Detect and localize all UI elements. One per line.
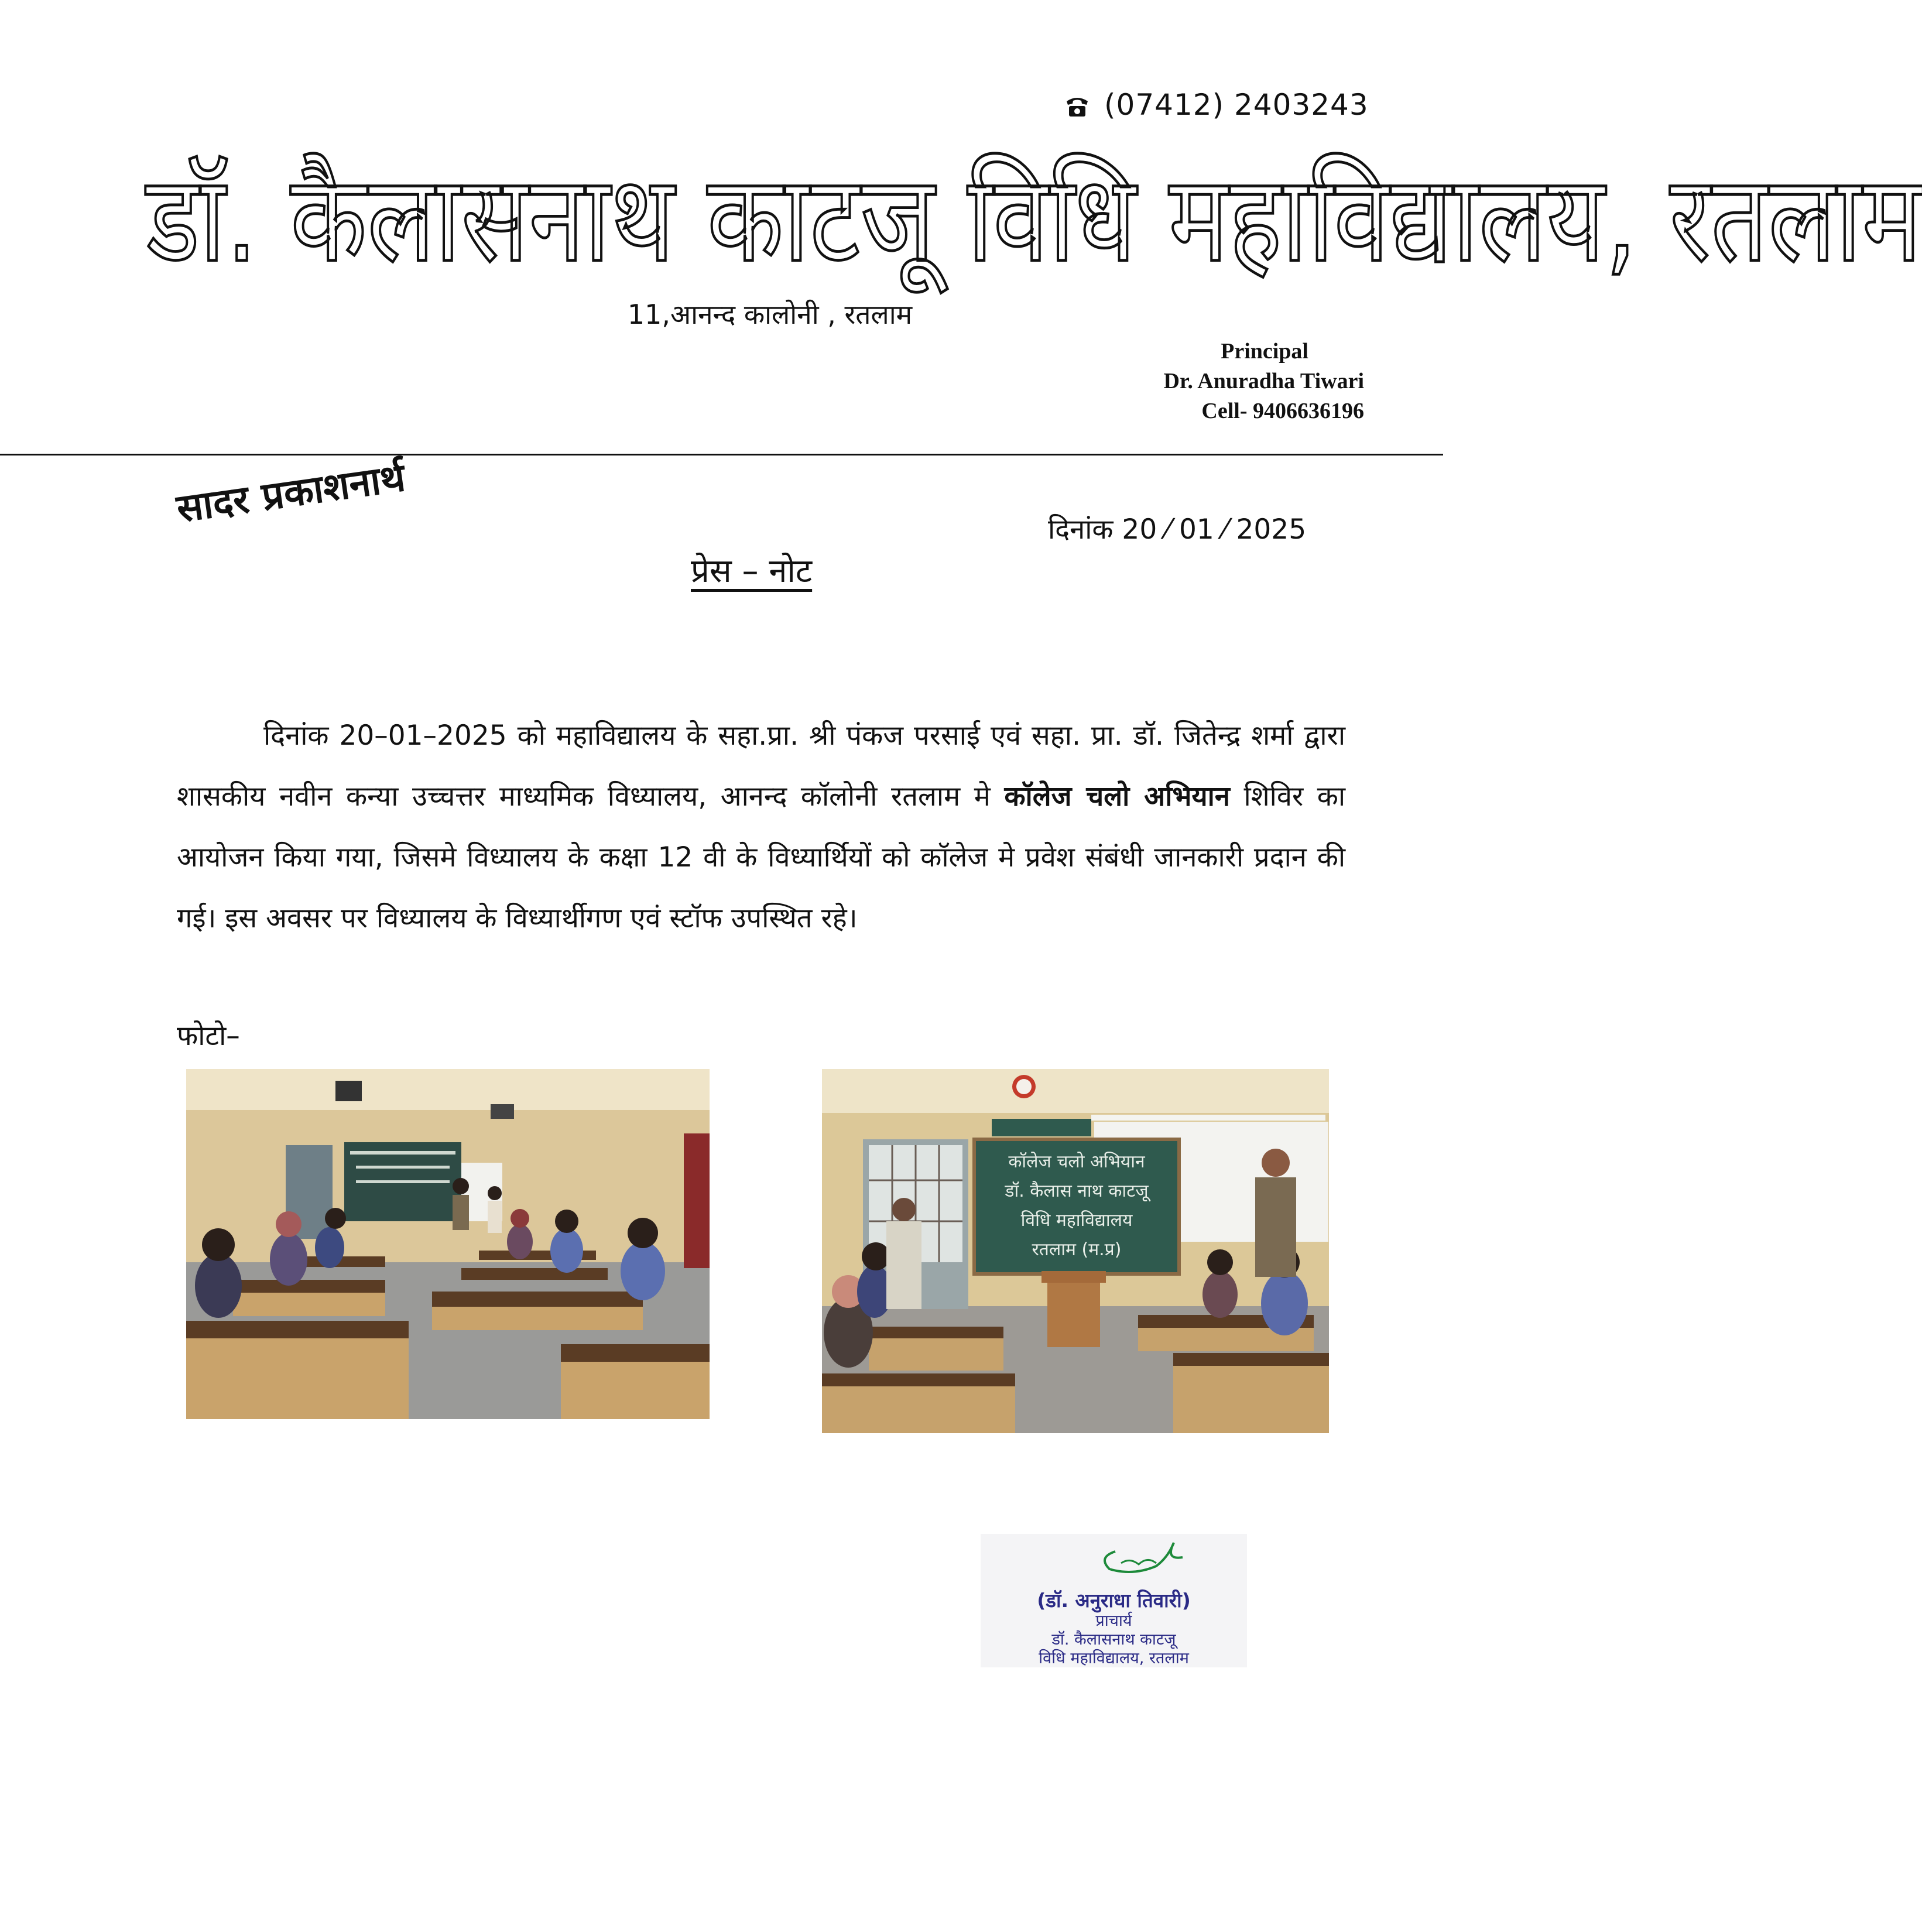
principal-cell: Cell- 9406636196 [1201,399,1364,423]
telephone-icon [1064,92,1090,118]
college-address: 11,आनन्द कालोनी , रतलाम [627,299,913,330]
classroom-photo-2 [822,1069,1329,1433]
chalkboard-line-1: कॉलेज चलो अभियान [1008,1152,1145,1172]
sadar-prakashanarth: सादर प्रकाशनार्थ [173,454,408,532]
seal-college-line-2: विधि महाविद्यालय, रतलाम [1039,1649,1189,1667]
photo-label: फोटो– [177,1020,240,1052]
seal-college-line-1: डॉ. कैलासनाथ काटजू [1051,1630,1176,1649]
header-divider [0,454,1443,455]
college-name-title: डॉ. कैलासनाथ काटजू विधि महाविद्यालय, रतलाम [146,150,1922,289]
principal-contact-block [1164,337,1364,426]
notice-date: दिनांक 20 ⁄ 01 ⁄ 2025 [1048,513,1307,546]
chalkboard-line-3: विधि महाविद्यालय [1020,1210,1133,1231]
principal-seal [981,1534,1247,1667]
press-note-body [177,705,1345,949]
phone-number [1064,88,1369,122]
seal-principal-name: (डॉ. अनुराधा तिवारी) [1037,1589,1191,1612]
principal-name: Dr. Anuradha Tiwari [1163,369,1364,393]
seal-designation: प्राचार्य [1095,1612,1132,1630]
body-text-part2: शिविर का आयोजन किया गया, जिसमे विध्यालय के कक्षा 12 वी के विध्यार्थियों को कॉलेज मे प्रवेश संबंधी जानकारी प्रदान की गई। इस अवसर पर विध्यालय के विध्यार्थीगण एवं स्टॉफ उपस्थित रहे। [177,780,1346,934]
classroom-photo-1 [186,1069,710,1419]
chalkboard-line-4: रतलाम (म.प्र) [1032,1239,1122,1260]
chalkboard-line-2: डॉ. कैलास नाथ काटजू [1005,1181,1149,1201]
principal-title: Principal [1221,339,1308,364]
phone-text: (07412) 2403243 [1104,88,1369,122]
body-text-part1: दिनांक 20–01–2025 को महाविद्यालय के सहा.प्रा. श्री पंकज परसाई एवं सहा. प्रा. डॉ. जितेन्द्र शर्मा द्वारा शासकीय नवीन कन्या उच्चत्तर माध्यमिक विध्यालय, आनन्द कॉलोनी रतलाम मे [177,720,1345,813]
press-note-heading: प्रेस – नोट [691,552,813,590]
campaign-name: कॉलेज चलो अभियान [1004,780,1230,813]
